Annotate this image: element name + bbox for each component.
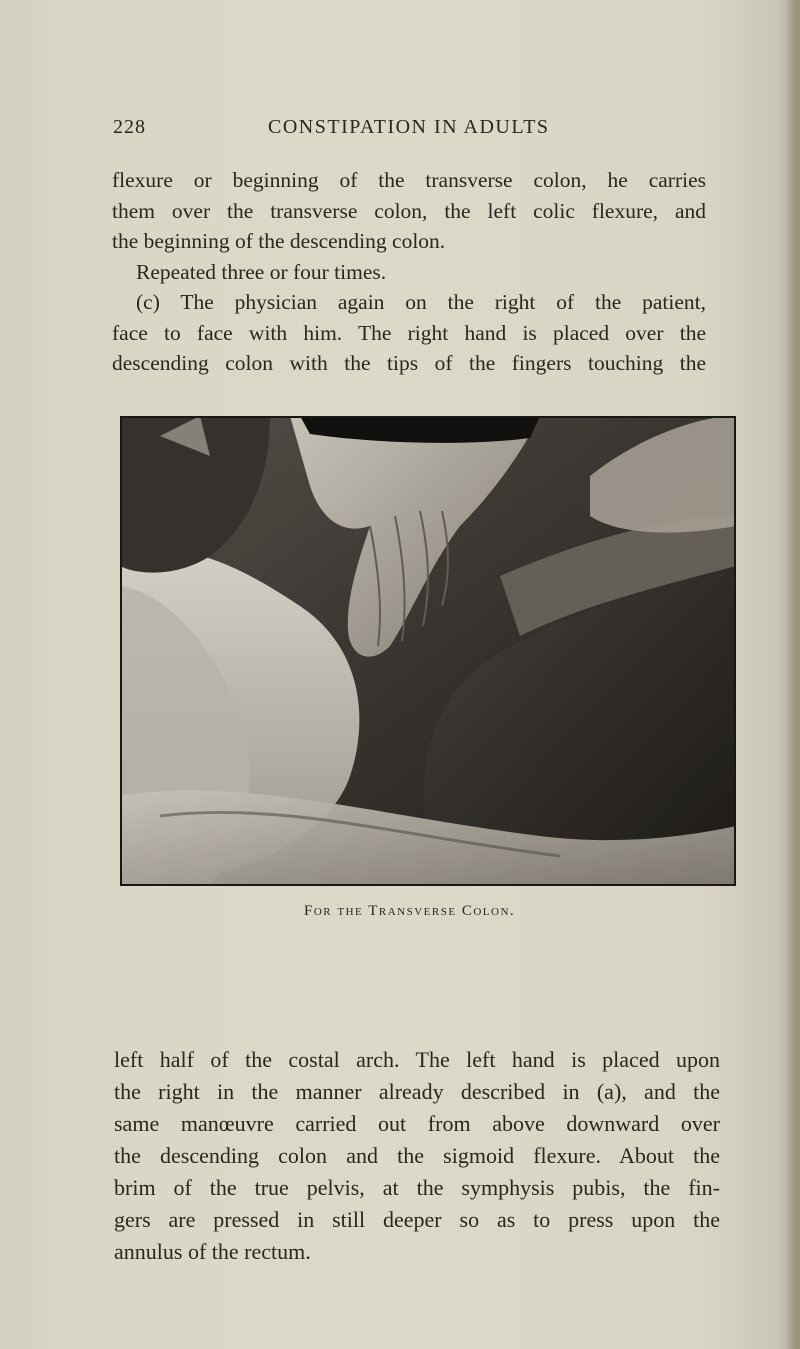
text-line: Repeated three or four times. <box>136 259 387 284</box>
text-line: the beginning of the descending colon. <box>112 229 446 253</box>
text-line: them over the transverse colon, the left colic flexure, and <box>112 198 706 223</box>
text-line: annulus of the rectum. <box>114 1239 311 1264</box>
text-line: (c) The physician again on the right of the patient, <box>136 290 706 314</box>
running-title: CONSTIPATION IN ADULTS <box>268 116 550 138</box>
text-line: the right in the manner already described in (a), and the <box>114 1079 720 1104</box>
text-line: descending colon with the tips of the fingers touching the <box>112 351 706 375</box>
running-head <box>0 116 800 146</box>
paragraph-bottom <box>114 1044 720 1268</box>
text-line: the descending colon and the sigmoid flexure. About the <box>114 1143 720 1168</box>
page-edge-shadow <box>786 0 800 1349</box>
text-line: flexure or beginning of the transverse colon, he carries <box>112 168 706 192</box>
caption-text: For the Transverse Colon. <box>304 903 516 919</box>
text-line: brim of the true pelvis, at the symphysis pubis, the fin- <box>114 1175 720 1200</box>
photo-illustration <box>120 416 736 886</box>
text-line: face to face with him. The right hand is placed over the <box>112 320 706 345</box>
figure-photograph <box>120 416 736 886</box>
page-number: 228 <box>113 116 146 138</box>
text-line: same manœuvre carried out from above downward over <box>114 1111 720 1136</box>
text-line: left half of the costal arch. The left hand is placed upon <box>114 1047 720 1072</box>
paragraph-top <box>112 165 706 379</box>
text-line: gers are pressed in still deeper so as to press upon the <box>114 1207 720 1232</box>
